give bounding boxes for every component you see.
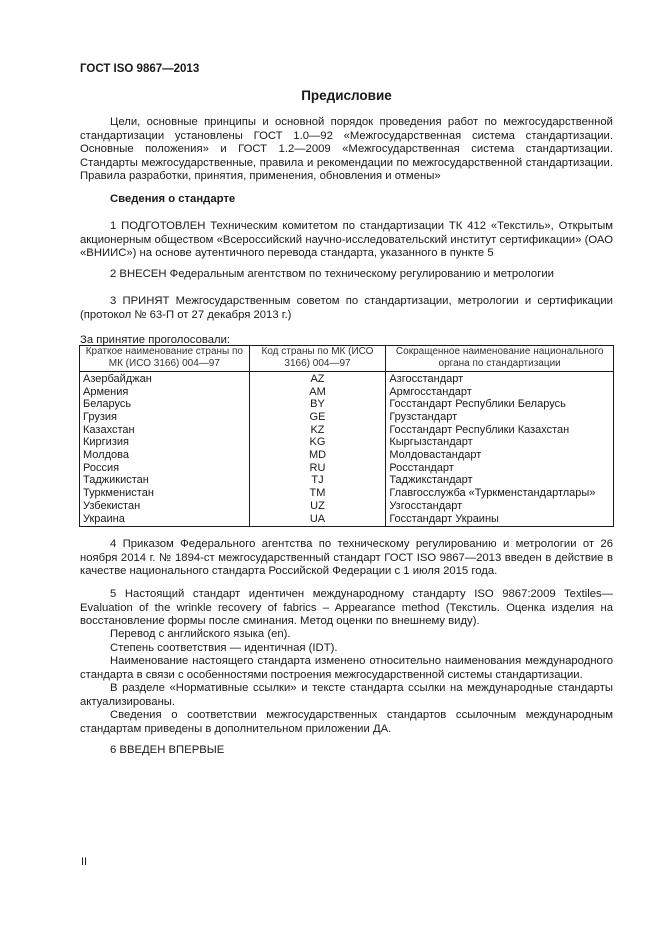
body-cell: Грузстандарт <box>386 411 614 424</box>
table-row <box>80 411 614 424</box>
item-5-name-change: Наименование настоящего стандарта изменено относительно наименования международного стандарта в связи с особенностями построения межгосударственной системы стандартизации. <box>80 655 613 681</box>
table-row <box>80 386 614 399</box>
item-5-references: В разделе «Нормативные ссылки» и тексте стандарта ссылки на международные стандарты актуализированы. <box>80 682 613 708</box>
code-cell: TJ <box>249 474 386 487</box>
country-cell: Азербайджан <box>80 371 250 385</box>
item-1-paragraph: 1 ПОДГОТОВЛЕН Техническим комитетом по стандартизации ТК 412 «Текстиль», Открытым акционерным обществом «Всероссийский научно-исследовательский институт сертификации» (ОАО «ВНИИС») на основе аутентичного перевода стандарта, указанного в пункте 5 <box>80 220 613 260</box>
country-cell: Туркменистан <box>80 487 250 500</box>
header-code: Код страны по МК (ИСО 3166) 004—97 <box>249 346 386 372</box>
country-cell: Грузия <box>80 411 250 424</box>
code-cell: AM <box>249 386 386 399</box>
code-cell: UZ <box>249 500 386 513</box>
item-6-paragraph: 6 ВВЕДЕН ВПЕРВЫЕ <box>110 744 225 756</box>
header-standards-body: Сокращенное наименование национального органа по стандартизации <box>386 346 614 372</box>
code-cell: GE <box>249 411 386 424</box>
item-5-translation: Перевод с английского языка (en). <box>110 628 291 640</box>
country-cell: Россия <box>80 462 250 475</box>
code-cell: RU <box>249 462 386 475</box>
country-cell: Киргизия <box>80 436 250 449</box>
country-cell: Беларусь <box>80 398 250 411</box>
code-cell: TM <box>249 487 386 500</box>
body-cell: Росстандарт <box>386 462 614 475</box>
item-2-paragraph: 2 ВНЕСЕН Федеральным агентством по техническому регулированию и метрологии <box>110 268 554 280</box>
table-row <box>80 424 614 437</box>
item-5-paragraph: 5 Настоящий стандарт идентичен международному стандарту ISO 9867:2009 Textiles—Evaluation of the wrinkle recovery of fabrics – Appearance method (Текстиль. Оценка изделия на восстановление формы после сминания. Метод оценки по внешнему виду). <box>80 588 613 628</box>
code-cell: KZ <box>249 424 386 437</box>
country-cell: Казахстан <box>80 424 250 437</box>
item-4-paragraph: 4 Приказом Федерального агентства по техническому регулированию и метрологии от 26 ноября 2014 г. № 1894-ст межгосударственный стандарт ГОСТ ISO 9867—2013 введен в действие в качестве национального стандарта Российской Федерации с 1 июля 2015 года. <box>80 538 613 578</box>
body-cell: Госстандарт Украины <box>386 513 614 527</box>
country-cell: Молдова <box>80 449 250 462</box>
country-cell: Узбекистан <box>80 500 250 513</box>
table-row <box>80 462 614 475</box>
table-row <box>80 513 614 527</box>
table-row <box>80 371 614 385</box>
document-code: ГОСТ ISO 9867—2013 <box>80 63 200 75</box>
page-title-text: Предисловие <box>301 88 392 103</box>
body-cell: Кыргызстандарт <box>386 436 614 449</box>
table-row <box>80 449 614 462</box>
item-5-annex: Сведения о соответствии межгосударственных стандартов ссылочным международным стандартам приведены в дополнительном приложении ДА. <box>80 709 613 735</box>
item-5-degree: Степень соответствия — идентичная (IDT). <box>110 642 338 654</box>
body-cell: Молдовастандарт <box>386 449 614 462</box>
table-row <box>80 436 614 449</box>
page-number: II <box>81 856 88 868</box>
section-heading: Сведения о стандарте <box>110 193 236 205</box>
body-cell: Азгосстандарт <box>386 371 614 385</box>
header-country: Краткое наименование страны по МК (ИСО 3166) 004—97 <box>80 346 250 372</box>
table-header-row <box>80 346 614 372</box>
table-row <box>80 500 614 513</box>
country-cell: Украина <box>80 513 250 527</box>
page-title <box>0 88 661 103</box>
item-3-paragraph: 3 ПРИНЯТ Межгосударственным советом по стандартизации, метрологии и сертификации (протокол № 63-П от 27 декабря 2013 г.) <box>80 295 613 321</box>
code-cell: BY <box>249 398 386 411</box>
body-cell: Главгосслужба «Туркменстандартлары» <box>386 487 614 500</box>
body-cell: Госстандарт Республики Беларусь <box>386 398 614 411</box>
code-cell: AZ <box>249 371 386 385</box>
intro-paragraph: Цели, основные принципы и основной порядок проведения работ по межгосударственной стандартизации установлены ГОСТ 1.0—92 «Межгосударственная система стандартизации. Основные положения» и ГОСТ 1.2—2009 «Межгосударственная система стандартизации. Стандарты межгосударственные, правила и рекомендации по межгосударственной стандартизации. Правила разработки, принятия, применения, обновления и отмены» <box>80 116 613 183</box>
vote-table-caption: За принятие проголосовали: <box>80 334 231 346</box>
country-cell: Таджикистан <box>80 474 250 487</box>
code-cell: KG <box>249 436 386 449</box>
code-cell: MD <box>249 449 386 462</box>
table-row <box>80 474 614 487</box>
body-cell: Госстандарт Республики Казахстан <box>386 424 614 437</box>
table-row <box>80 398 614 411</box>
body-cell: Армгосстандарт <box>386 386 614 399</box>
vote-table <box>79 345 614 527</box>
body-cell: Таджикстандарт <box>386 474 614 487</box>
country-cell: Армения <box>80 386 250 399</box>
table-row <box>80 487 614 500</box>
code-cell: UA <box>249 513 386 527</box>
body-cell: Узгосстандарт <box>386 500 614 513</box>
